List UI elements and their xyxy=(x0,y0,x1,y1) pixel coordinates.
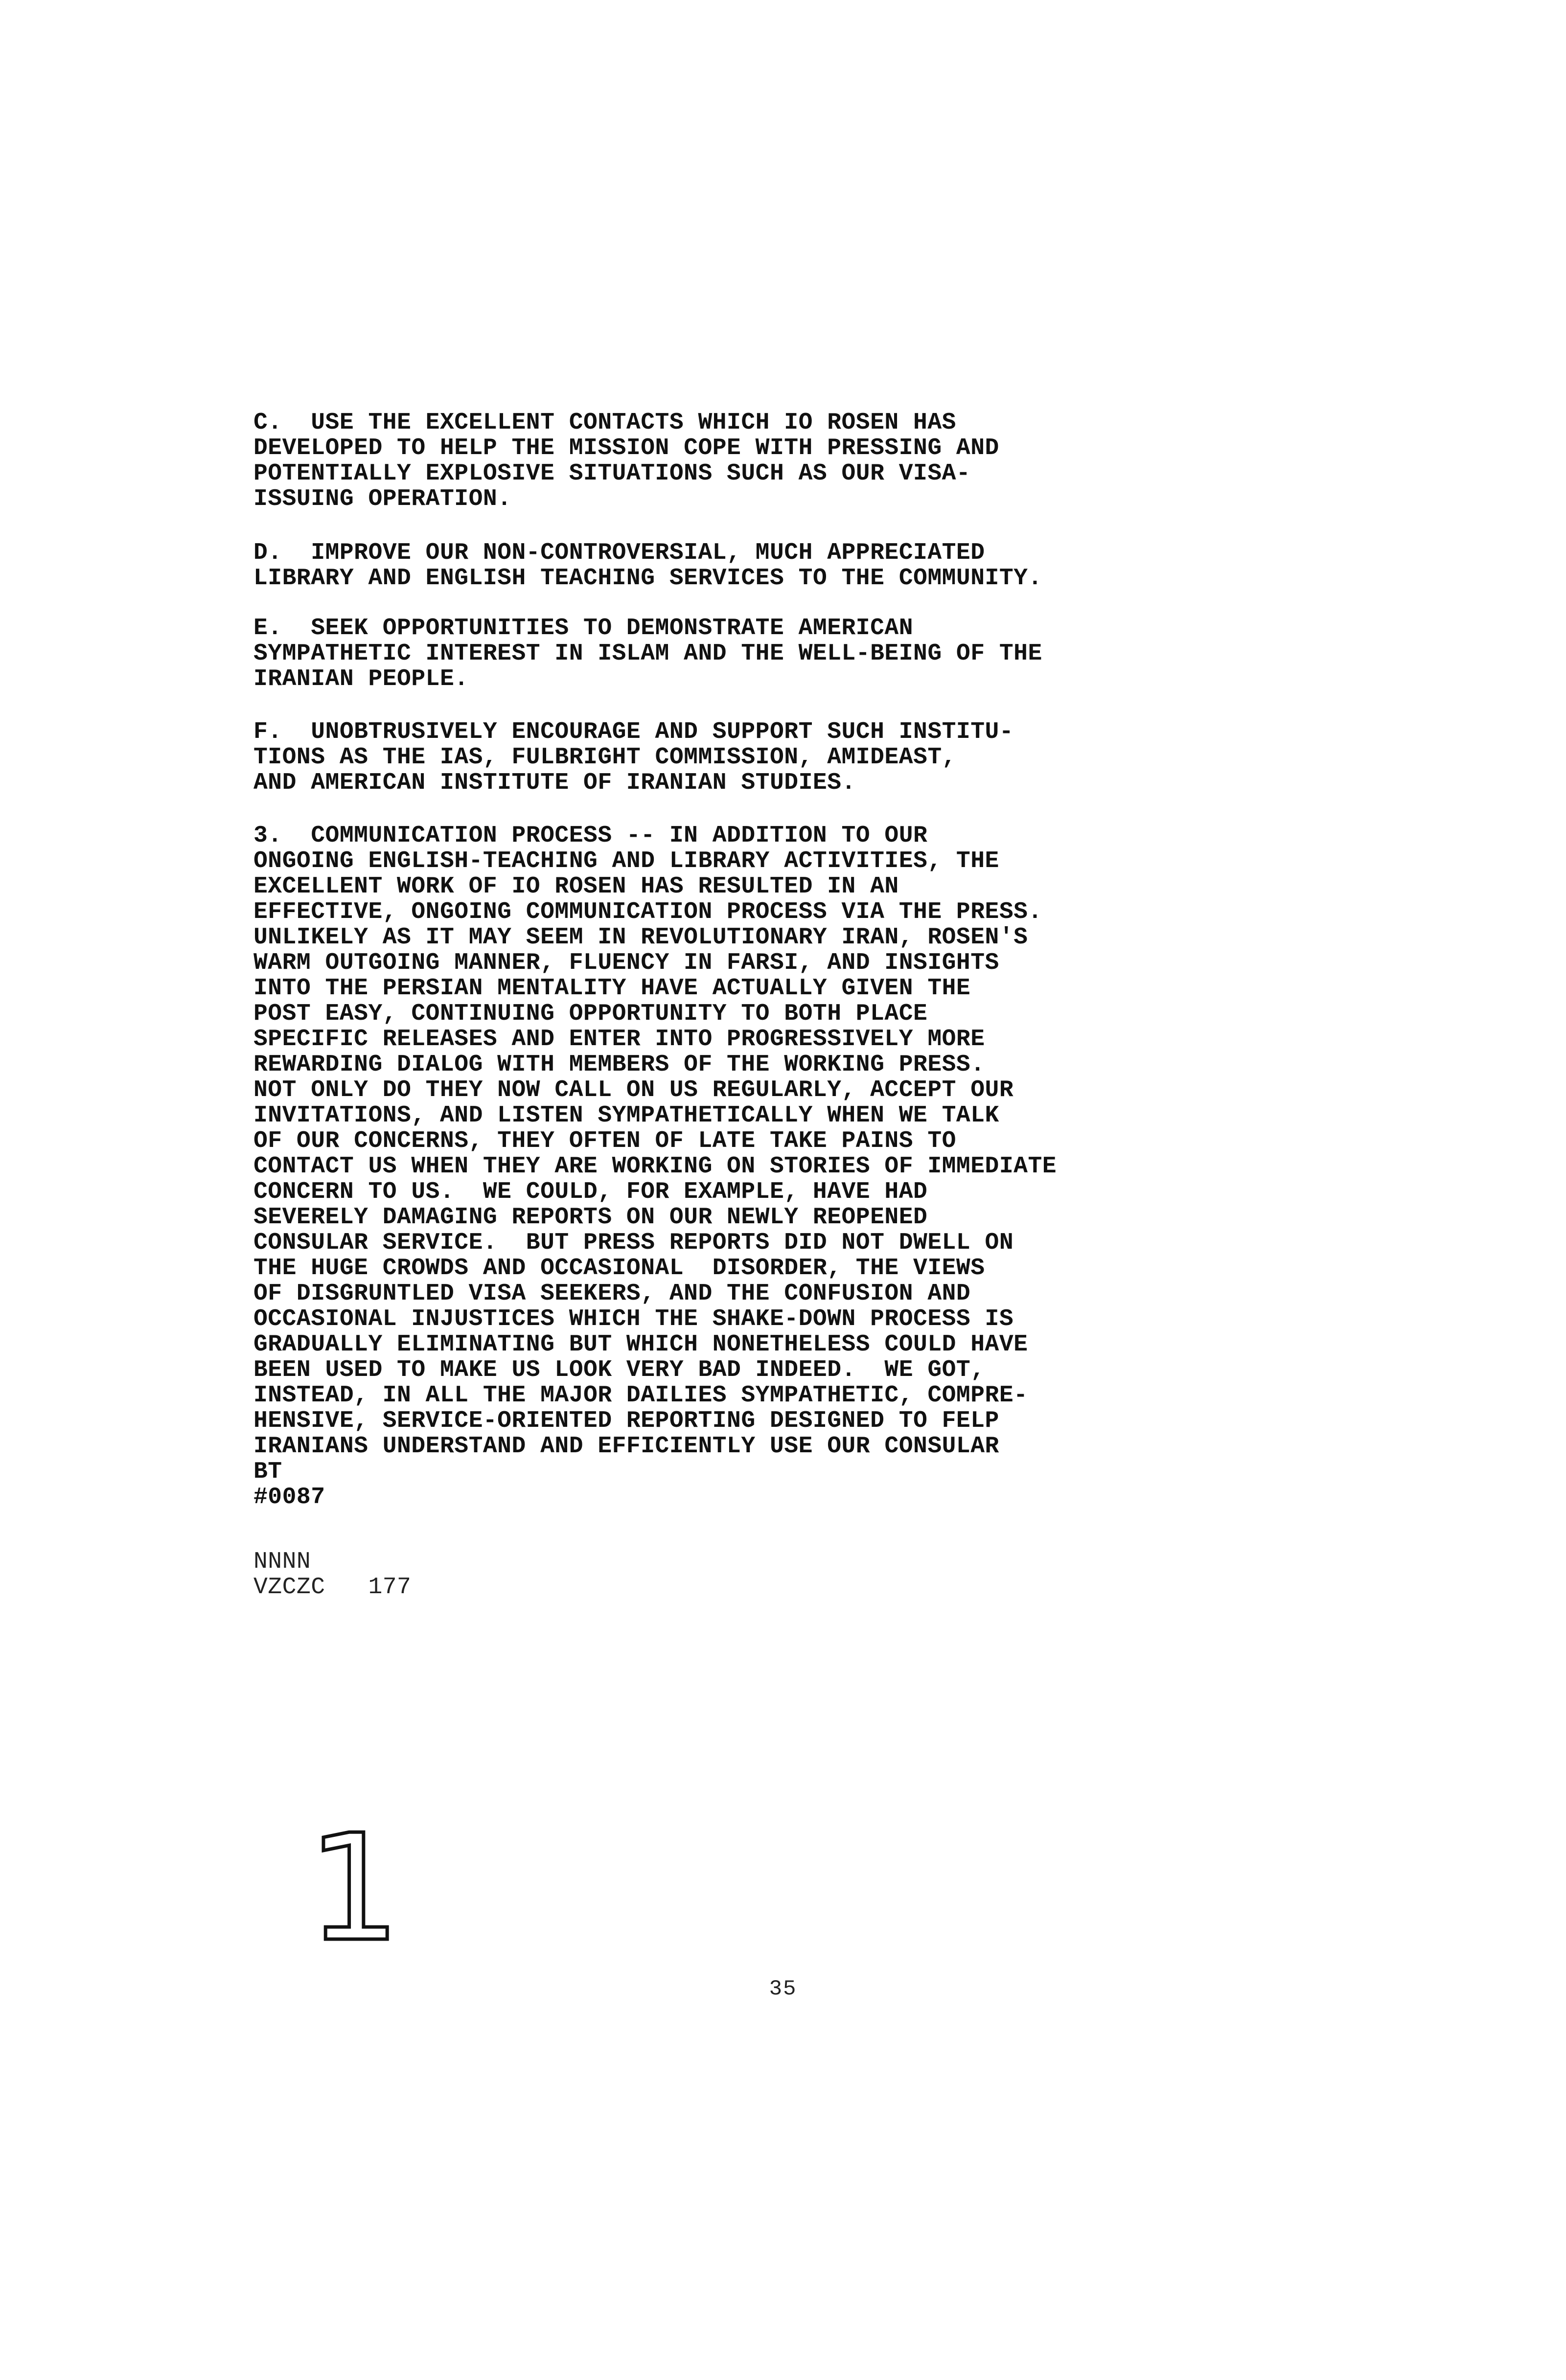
message-trailer: NNNN VZCZC 177 xyxy=(253,1549,412,1601)
margin-page-mark: 1 xyxy=(307,1803,401,1974)
paragraph-f: F. UNOBTRUSIVELY ENCOURAGE AND SUPPORT SUCH INSTITU- TIONS AS THE IAS, FULBRIGHT COMMISSION, AMIDEAST, AND AMERICAN INSTITUTE OF IRANIAN STUDIES. xyxy=(253,719,1014,796)
paragraph-c: C. USE THE EXCELLENT CONTACTS WHICH IO ROSEN HAS DEVELOPED TO HELP THE MISSION COPE WITH PRESSING AND POTENTIALLY EXPLOSIVE SITUATIONS SUCH AS OUR VISA- ISSUING OPERATION. xyxy=(253,410,999,512)
paragraph-d: D. IMPROVE OUR NON-CONTROVERSIAL, MUCH APPRECIATED LIBRARY AND ENGLISH TEACHING SERVICES TO THE COMMUNITY. xyxy=(253,540,1042,592)
paragraph-3-communication-process: 3. COMMUNICATION PROCESS -- IN ADDITION TO OUR ONGOING ENGLISH-TEACHING AND LIBRARY ACTIVITIES, THE EXCELLENT WORK OF IO ROSEN HAS RESULTED IN AN EFFECTIVE, ONGOING COMMUNICATION PROCESS VIA THE PRESS. UNLIKELY AS IT MAY SEEM IN REVOLUTIONARY IRAN, ROSEN'S WARM OUTGOING MANNER, FLUENCY IN FARSI, AND INSIGHTS INTO THE PERSIAN MENTALITY HAVE ACTUALLY GIVEN THE POST EASY, CONTINUING OPPORTUNITY TO BOTH PLACE SPECIFIC RELEASES AND ENTER INTO PROGRESSIVELY MORE REWARDING DIALOG WITH MEMBERS OF THE WORKING PRESS. NOT ONLY DO THEY NOW CALL ON US REGULARLY, ACCEPT OUR INVITATIONS, AND LISTEN SYMPATHETICALLY WHEN WE TALK OF OUR CONCERNS, THEY OFTEN OF LATE TAKE PAINS TO CONTACT US WHEN THEY ARE WORKING ON STORIES OF IMMEDIATE CONCERN TO US. WE COULD, FOR EXAMPLE, HAVE HAD SEVERELY DAMAGING REPORTS ON OUR NEWLY REOPENED CONSULAR SERVICE. BUT PRESS REPORTS DID NOT DWELL ON THE HUGE CROWDS AND OCCASIONAL DISORDER, THE VIEWS OF DISGRUNTLED VISA SEEKERS, AND THE CONFUSION AND OCCASIONAL INJUSTICES WHICH THE SHAKE-DOWN PROCESS IS GRADUALLY ELIMINATING BUT WHICH NONETHELESS COULD HAVE BEEN USED TO MAKE US LOOK VERY BAD INDEED. WE GOT, INSTEAD, IN ALL THE MAJOR DAILIES SYMPATHETIC, COMPRE- HENSIVE, SERVICE-ORIENTED REPORTING DESIGNED TO FELP IRANIANS UNDERSTAND AND EFFICIENTLY USE OUR CONSULAR BT #0087 xyxy=(253,823,1057,1510)
paragraph-e: E. SEEK OPPORTUNITIES TO DEMONSTRATE AMERICAN SYMPATHETIC INTEREST IN ISLAM AND THE WELL-BEING OF THE IRANIAN PEOPLE. xyxy=(253,615,1042,692)
page-number: 35 xyxy=(769,1977,797,2001)
